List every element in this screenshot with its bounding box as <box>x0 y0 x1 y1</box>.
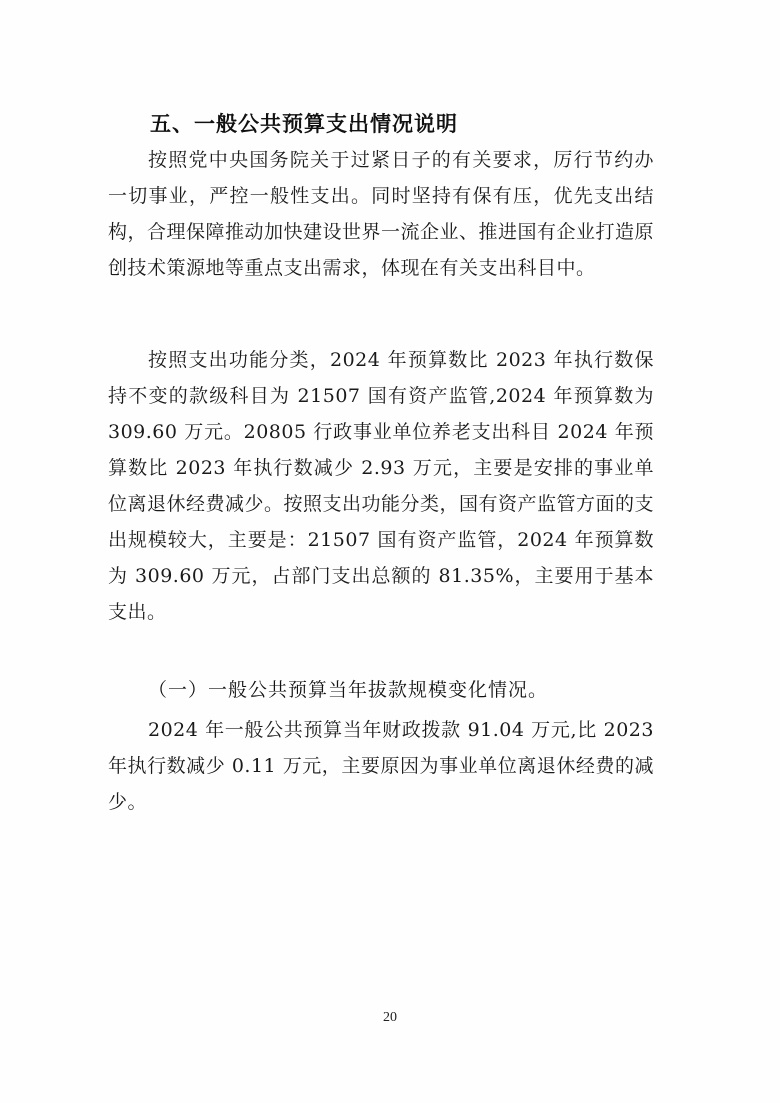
paragraph-functional-classification: 按照支出功能分类，2024 年预算数比 2023 年执行数保持不变的款级科目为 21507 国有资产监管,2024 年预算数为 309.60 万元。20805 行政事业单位养老支出科目 2024 年预算数比 2023 年执行数减少 2.93 万元，主要是安排的事业单位离退休经费减少。按照支出功能分类，国有资产监管方面的支出规模较大，主要是：21507 国有资产监管，2024 年预算数为 309.60 万元，占部门支出总额的 81.35%，主要用于基本支出。 <box>108 349 655 623</box>
section-heading: 五、一般公共预算支出情况说明 <box>150 112 458 136</box>
page-number: 20 <box>383 1010 397 1025</box>
sub-heading-appropriation-change: （一）一般公共预算当年拔款规模变化情况。 <box>148 679 549 701</box>
paragraph-appropriation: 2024 年一般公共预算当年财政拨款 91.04 万元,比 2023 年执行数减少 0.11 万元，主要原因为事业单位离退休经费的减少。 <box>108 719 654 813</box>
paragraph-austerity: 按照党中央国务院关于过紧日子的有关要求，厉行节约办一切事业，严控一般性支出。同时坚持有保有压，优先支出结构，合理保障推动加快建设世界一流企业、推进国有企业打造原创技术策源地等重点支出需求，体现在有关支出科目中。 <box>108 149 655 279</box>
